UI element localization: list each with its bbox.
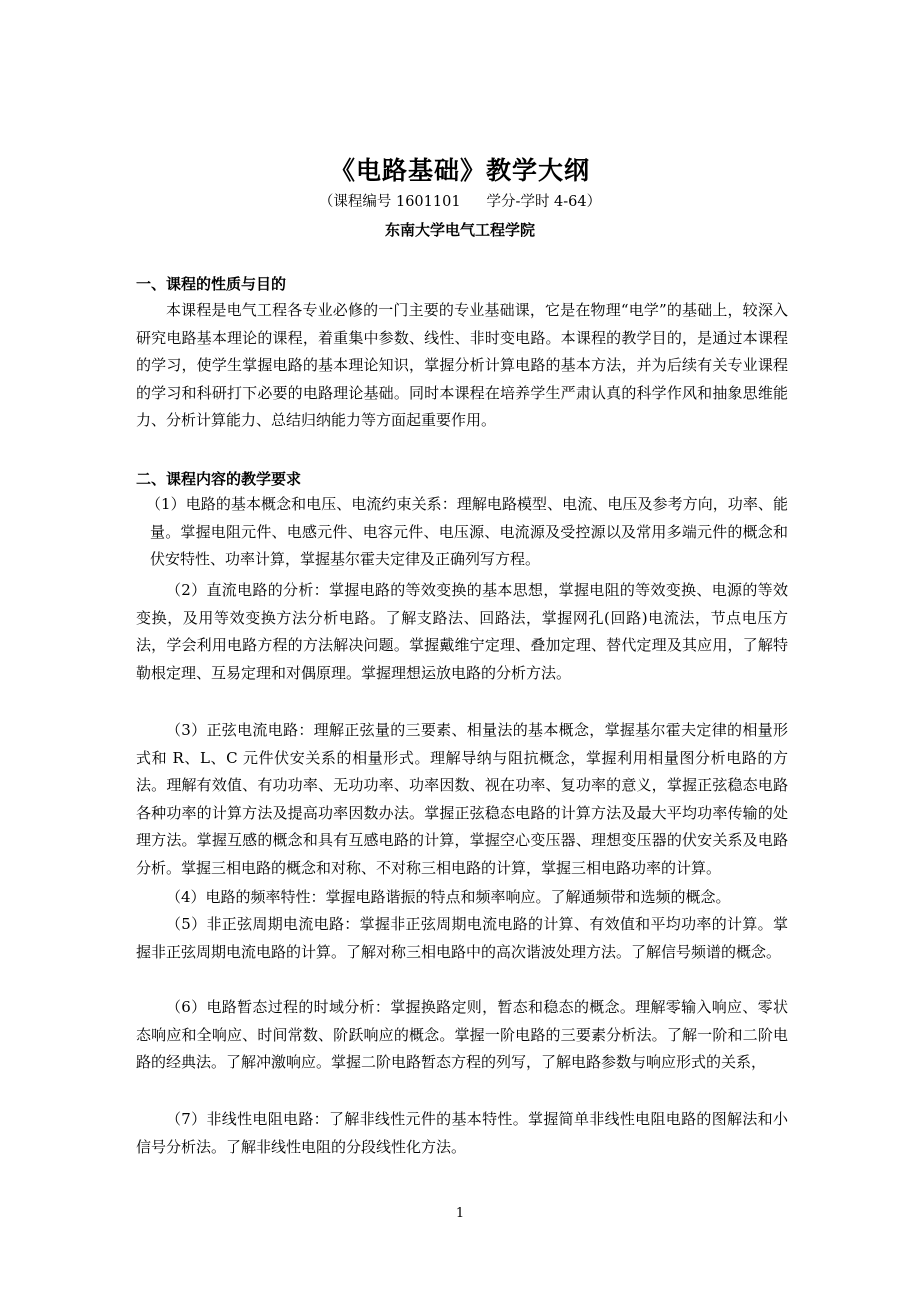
requirement-item-4: （4）电路的频率特性：掌握电路谐振的特点和频率响应。了解通频带和选频的概念。: [166, 888, 731, 906]
section-heading-requirements: 二、课程内容的教学要求: [136, 470, 302, 488]
document-title: 《电路基础》教学大纲: [329, 156, 590, 185]
requirement-item-6: （6）电路暂态过程的时域分析：掌握换路定则，暂态和稳态的概念。理解零输入响应、零状态响应和全响应、时间常数、阶跃响应的概念。掌握一阶电路的三要素分析法。了解一阶和二阶电路的经典法。了解冲激响应。掌握二阶电路暂态方程的列写，了解电路参数与响应形式的关系，: [136, 998, 788, 1071]
course-credits: 学分-学时 4-64）: [486, 194, 602, 210]
course-code: （课程编号 1601101: [318, 194, 461, 210]
requirement-item-1: （1）电路的基本概念和电压、电流约束关系：理解电路模型、电流、电压及参考方向，功率、能量。掌握电阻元件、电感元件、电容元件、电压源、电流源及受控源以及常用多端元件的概念和伏安特性、功率计算，掌握基尔霍夫定律及正确列写方程。: [146, 495, 788, 568]
course-info: [0, 192, 920, 212]
requirement-item-7: （7）非线性电阻电路：了解非线性元件的基本特性。掌握简单非线性电阻电路的图解法和小信号分析法。了解非线性电阻的分段线性化方法。: [136, 1110, 788, 1156]
section-1-paragraph: 本课程是电气工程各专业必修的一门主要的专业基础课，它是在物理“电学”的基础上，较深入研究电路基本理论的课程，着重集中参数、线性、非时变电路。本课程的教学目的，是通过本课程的学习，使学生掌握电路的基本理论知识，掌握分析计算电路的基本方法，并为后续有关专业课程的学习和科研打下必要的电路理论基础。同时本课程在培养学生严肃认真的科学作风和抽象思维能力、分析计算能力、总结归纳能力等方面起重要作用。: [136, 301, 788, 429]
requirement-item-3: （3）正弦电流电路：理解正弦量的三要素、相量法的基本概念，掌握基尔霍夫定律的相量形式和 R、L、C 元件伏安关系的相量形式。理解导纳与阻抗概念，掌握利用相量图分析电路的方法。理解有效值、有功功率、无功功率、功率因数、视在功率、复功率的意义，掌握正弦稳态电路各种功率的计算方法及提高功率因数办法。掌握正弦稳态电路的计算方法及最大平均功率传输的处理方法。掌握互感的概念和具有互感电路的计算，掌握空心变压器、理想变压器的伏安关系及电路分析。掌握三相电路的概念和对称、不对称三相电路的计算，掌握三相电路功率的计算。: [136, 721, 788, 877]
requirement-item-5: （5）非正弦周期电流电路：掌握非正弦周期电流电路的计算、有效值和平均功率的计算。掌握非正弦周期电流电路的计算。了解对称三相电路中的高次谐波处理方法。了解信号频谱的概念。: [136, 915, 788, 961]
school-name: 东南大学电气工程学院: [384, 221, 535, 239]
page-number: 1: [455, 1206, 465, 1221]
section-heading-nature: 一、课程的性质与目的: [136, 275, 287, 293]
requirement-item-2: （2）直流电路的分析：掌握电路的等效变换的基本思想，掌握电阻的等效变换、电源的等效变换，及用等效变换方法分析电路。了解支路法、回路法，掌握网孔(回路)电流法，节点电压方法，学会利用电路方程的方法解决问题。掌握戴维宁定理、叠加定理、替代定理及其应用，了解特勒根定理、互易定理和对偶原理。掌握理想运放电路的分析方法。: [136, 581, 788, 682]
